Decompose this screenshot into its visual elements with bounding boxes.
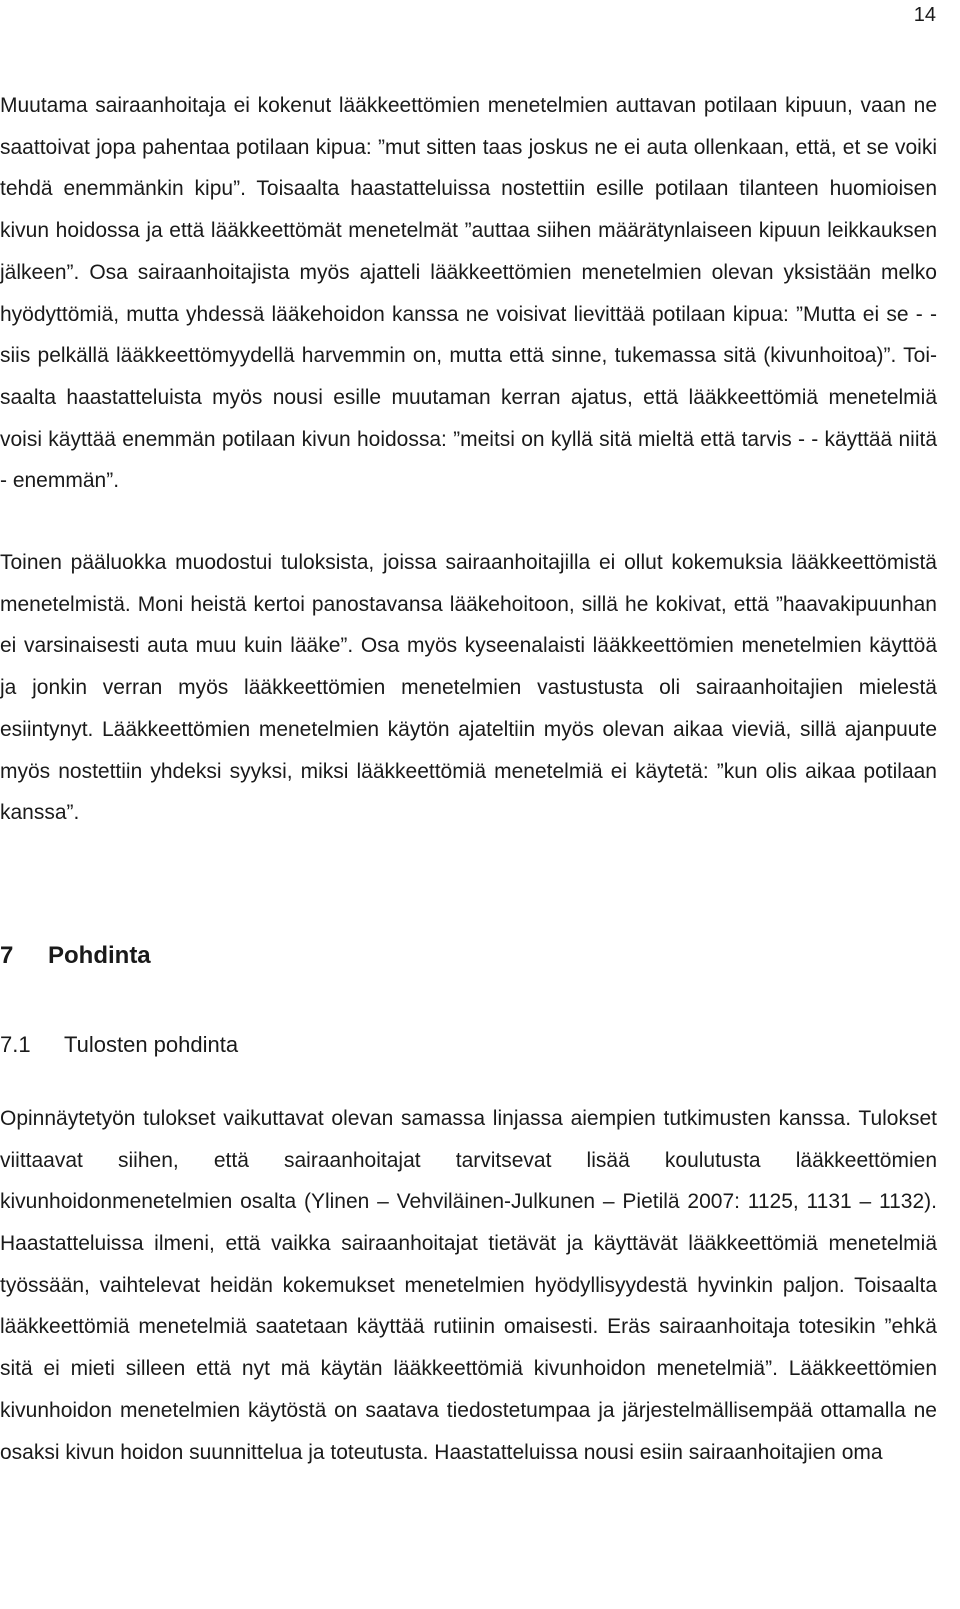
- paragraph-non-pharmacological-experiences: Muutama sairaanhoitaja ei kokenut lääkkeettömien menetelmien auttavan potilaan kipuun, vaan ne saattoivat jopa pahentaa potilaan kipua: ”mut sitten taas joskus ne ei auta ollenkaan, että, et se voiki tehdä enemmänkin kipu”. Toisaalta haastatteluissa nostettiin esille potilaan tilanteen huomioisen kivun hoidossa ja että lääkkeettömät menetelmät ”auttaa siihen määrätynlaiseen kipuun leikkauksen jälkeen”. Osa sairaanhoitajista myös ajatteli lääkkeettömien menetelmien olevan yksistään melko hyödyttömiä, mutta yhdessä lääkehoidon kanssa ne voisivat lievittää potilaan kipua: ”Mutta ei se - - siis pelkällä lääkkeettömyydellä harvemmin on, mutta että sinne, tukemassa sitä (kivunhoitoa)”. Toisaalta haastatteluista myös nousi esille muutaman kerran ajatus, että lääkkeettömiä menetelmiä voisi käyttää enemmän potilaan kivun hoidossa: ”meitsi on kyllä sitä mieltä että tarvis - - käyttää niitä - enemmän”.: [0, 94, 937, 493]
- document-body: [0, 85, 937, 1473]
- chapter-number: 7: [0, 941, 14, 969]
- section-title: Tulosten pohdinta: [64, 1031, 239, 1057]
- heading-spacer: [0, 1064, 937, 1098]
- page-number: 14: [913, 4, 936, 26]
- chapter-heading: [0, 934, 937, 978]
- heading-spacer: [0, 978, 937, 1026]
- chapter-title: Pohdinta: [48, 941, 151, 969]
- paragraph-discussion: Opinnäytetyön tulokset vaikuttavat olevan samassa linjassa aiempien tutkimusten kanssa. Tulokset viittaavat siihen, että sairaanhoitajat tarvitsevat lisää koulutusta lääkkeettömien kivunhoidonmenetelmien osalta (Ylinen – Vehviläinen-Julkunen – Pietilä 2007: 1125, 1131 – 1132). Haastatteluissa ilmeni, että vaikka sairaanhoitajat tietävät ja käyttävät lääkkeettömiä menetelmiä työssään, vaihtelevat heidän kokemukset menetelmien hyödyllisyydestä hyvinkin paljon. Toisaalta lääkkeettömiä menetelmiä saatetaan käyttää rutiinin omaisesti. Eräs sairaanhoitaja totesikin ”ehkä sitä ei mieti silleen että nyt mä käytän lääkkeettömiä kivunhoidon menetelmiä”. Lääkkeettömien kivunhoidon menetelmien käytöstä on saatava tiedostetumpaa ja järjestelmällisempää ottamalla ne osaksi kivun hoidon suunnittelua ja toteutusta. Haastatteluissa nousi esiin sairaanhoitajien oma: [0, 1106, 937, 1464]
- heading-spacer: [0, 834, 937, 934]
- section-heading: [0, 1026, 937, 1064]
- paragraph-spacer: [0, 502, 937, 542]
- paragraph-no-experiences: Toinen pääluokka muodostui tuloksista, joissa sairaanhoitajilla ei ollut kokemuksia lääkkeettömistä menetelmistä. Moni heistä kertoi panostavansa lääkehoitoon, sillä he kokivat, että ”haavakipuunhan ei varsinaisesti auta muu kuin lääke”. Osa myös kyseenalaisti lääkkeettömien menetelmien käyttöä ja jonkin verran myös lääkkeettömien menetelmien vastustusta oli sairaanhoitajien mielestä esiintynyt. Lääkkeettömien menetelmien käytön ajateltiin myös olevan aikaa vieviä, sillä ajanpuute myös nostettiin yhdeksi syyksi, miksi lääkkeettömiä menetelmiä ei käytetä: ”kun olis aikaa potilaan kanssa”.: [0, 551, 937, 825]
- section-number: 7.1: [0, 1031, 31, 1057]
